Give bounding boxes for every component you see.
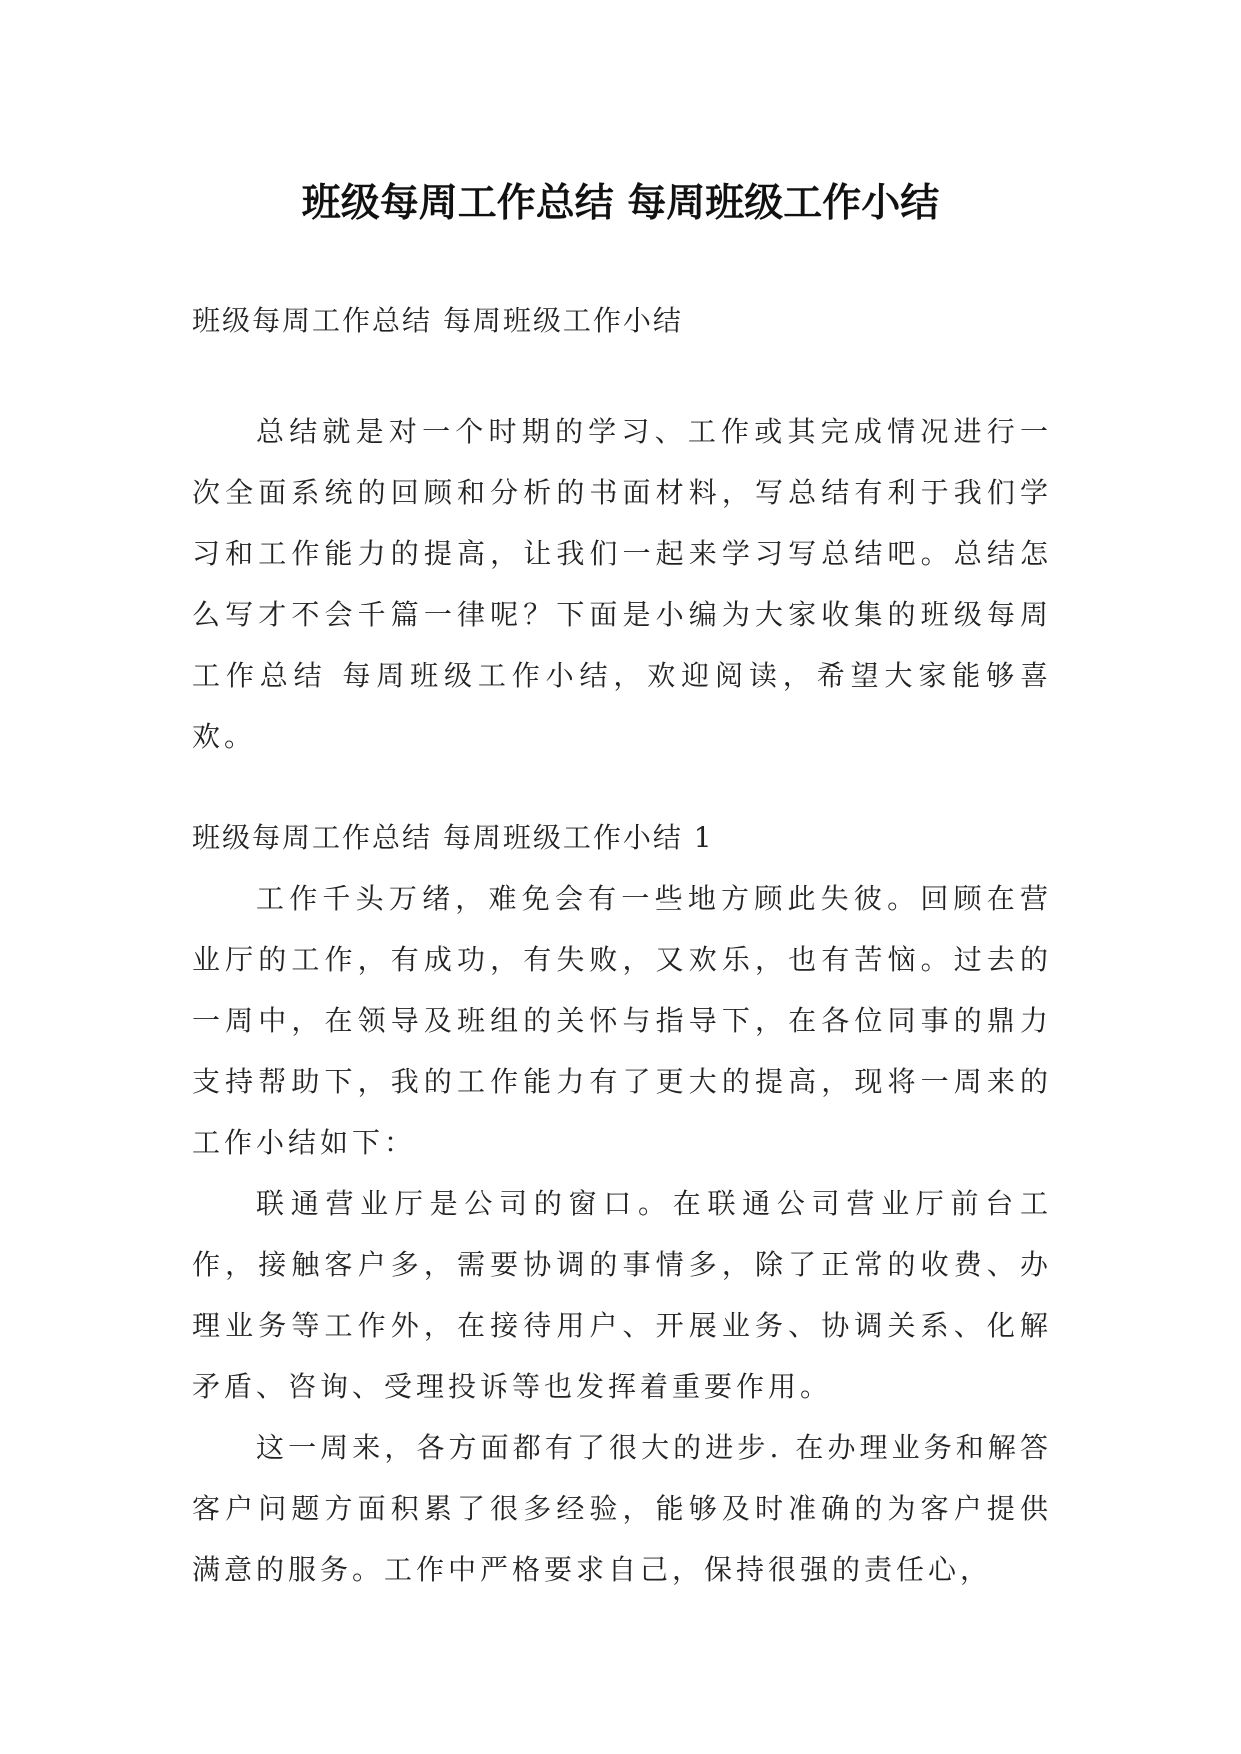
intro-paragraph: 总结就是对一个时期的学习、工作或其完成情况进行一次全面系统的回顾和分析的书面材料，写总结有利于我们学习和工作能力的提高，让我们一起来学习写总结吧。总结怎么写才不会千篇一律呢？下面是小编为大家收集的班级每周工作总结 每周班级工作小结，欢迎阅读，希望大家能够喜欢。 (192, 415, 1052, 753)
document-title: 班级每周工作总结 每周班级工作小结 (301, 181, 940, 227)
body-paragraph: 联通营业厅是公司的窗口。在联通公司营业厅前台工作，接触客户多，需要协调的事情多，除了正常的收费、办理业务等工作外，在接待用户、开展业务、协调关系、化解矛盾、咨询、受理投诉等也发挥着重要作用。 (192, 1187, 1052, 1403)
section-1 (192, 807, 1052, 1600)
section-heading: 班级每周工作总结 每周班级工作小结 1 (192, 821, 714, 854)
body-paragraph: 这一周来，各方面都有了很大的进步. 在办理业务和解答客户问题方面积累了很多经验，能够及时准确的为客户提供满意的服务。工作中严格要求自己，保持很强的责任心， (192, 1431, 1052, 1586)
document-subtitle: 班级每周工作总结 每周班级工作小结 (192, 304, 683, 337)
body-paragraph: 工作千头万绪，难免会有一些地方顾此失彼。回顾在营业厅的工作，有成功，有失败，又欢乐，也有苦恼。过去的一周中，在领导及班组的关怀与指导下，在各位同事的鼎力支持帮助下，我的工作能力有了更大的提高，现将一周来的工作小结如下： (192, 882, 1052, 1159)
